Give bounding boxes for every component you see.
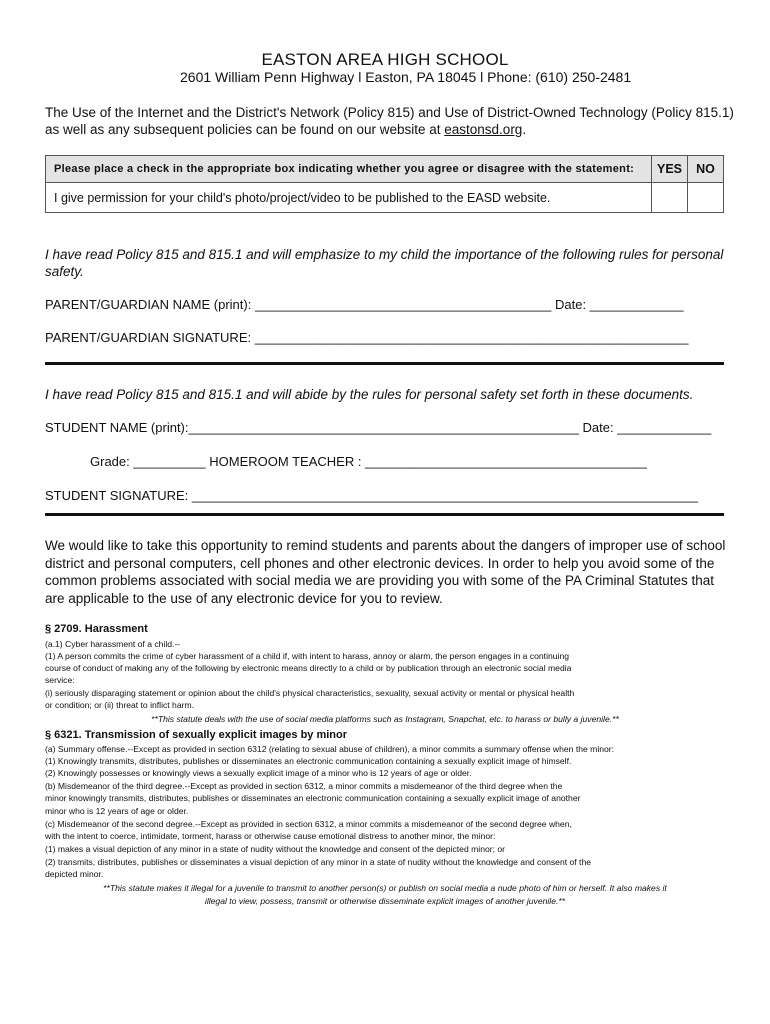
statute-line: (b) Misdemeanor of the third degree.--Except as provided in section 6312, a minor commits a misdemeanor of the third degree when the xyxy=(45,781,563,791)
grade-homeroom-field[interactable]: Grade: __________ HOMEROOM TEACHER : _______________________________________ xyxy=(90,454,648,469)
statute-6321-note: **This statute makes it illegal for a juvenile to transmit to another person(s) or publish on social media a nude photo of him or herself. It also makes it xyxy=(103,883,667,893)
section-divider xyxy=(45,513,724,516)
parent-statement: I have read Policy 815 and 815.1 and will emphasize to my child the importance of the following rules for personal safety. xyxy=(45,247,724,279)
statute-line: minor who is 12 years of age or older. xyxy=(45,806,189,816)
consent-instructions: Please place a check in the appropriate box indicating whether you agree or disagree with the statement: xyxy=(46,156,652,183)
yes-header: YES xyxy=(652,156,688,183)
website-link[interactable]: eastonsd.org xyxy=(444,122,523,137)
student-name-field[interactable]: STUDENT NAME (print):______________________________________________________ Date: _____________ xyxy=(45,420,712,435)
statute-6321-title: § 6321. Transmission of sexually explicit images by minor xyxy=(45,729,348,741)
statute-6321-note: illegal to view, possess, transmit or otherwise disseminate explicit images of another juvenile.** xyxy=(204,896,566,906)
student-statement: I have read Policy 815 and 815.1 and will abide by the rules for personal safety set forth in these documents. xyxy=(45,387,694,402)
policy-intro xyxy=(45,104,735,138)
statute-line: course of conduct of making any of the following by electronic means directly to a child or by publication through an electronic social media xyxy=(45,663,572,673)
school-address: 2601 William Penn Highway l Easton, PA 18045 l Phone: (610) 250-2481 xyxy=(180,69,632,85)
no-checkbox[interactable] xyxy=(688,183,724,213)
consent-table xyxy=(45,155,724,213)
statute-line: with the intent to coerce, intimidate, torment, harass or otherwise cause emotional distress to another minor, the minor: xyxy=(45,831,496,841)
statute-line: service: xyxy=(45,675,75,685)
statute-2709-title: § 2709. Harassment xyxy=(45,623,148,635)
intro-end: . xyxy=(522,122,527,137)
statute-line: (1) makes a visual depiction of any minor in a state of nudity without the knowledge and consent of the depicted minor; or xyxy=(45,844,506,854)
intro-text: The Use of the Internet and the District's Network (Policy 815) and Use of District-Owned Technology (Policy 815.1) as well as any subsequent policies can be found on our website at xyxy=(45,105,734,137)
statute-line: (i) seriously disparaging statement or opinion about the child's physical characteristics, sexuality, sexual activity or mental or physical health xyxy=(45,688,575,698)
statute-line: (1) Knowingly transmits, distributes, publishes or disseminates an electronic communication containing a sexually explicit image of himself. xyxy=(45,756,572,766)
no-header: NO xyxy=(688,156,724,183)
statute-line: depicted minor. xyxy=(45,869,104,879)
photo-permission-statement: I give permission for your child's photo/project/video to be published to the EASD website. xyxy=(46,183,652,213)
statute-2709-note: **This statute deals with the use of social media platforms such as Instagram, Snapchat, etc. to harass or bully a juvenile.** xyxy=(151,714,619,724)
parent-name-field[interactable]: PARENT/GUARDIAN NAME (print): _________________________________________ Date: _____________ xyxy=(45,297,684,312)
statute-line: (a.1) Cyber harassment of a child.-- xyxy=(45,639,181,649)
statute-line: (a) Summary offense.--Except as provided in section 6312 (relating to sexual abuse of children), a minor commits a summary offense when the minor: xyxy=(45,744,615,754)
statute-line: (2) Knowingly possesses or knowingly views a sexually explicit image of a minor who is 12 years of age or older. xyxy=(45,768,472,778)
statute-line: (c) Misdemeanor of the second degree.--Except as provided in section 6312, a minor commits a misdemeanor of the second degree when, xyxy=(45,819,572,829)
statute-line: or condition; or (ii) threat to inflict harm. xyxy=(45,700,195,710)
statute-line: minor knowingly transmits, distributes, publishes or disseminates an electronic communication containing a sexually explicit image of another xyxy=(45,793,581,803)
statute-line: (1) A person commits the crime of cyber harassment of a child if, with intent to harass, annoy or alarm, the person engages in a continuing xyxy=(45,651,570,661)
student-signature-field[interactable]: STUDENT SIGNATURE: ______________________________________________________________________ xyxy=(45,488,698,503)
yes-checkbox[interactable] xyxy=(652,183,688,213)
section-divider xyxy=(45,362,724,365)
statute-line: (2) transmits, distributes, publishes or disseminates a visual depiction of any minor in a state of nudity without the knowledge and consent of the xyxy=(45,857,591,867)
school-name: EASTON AREA HIGH SCHOOL xyxy=(261,50,509,69)
parent-signature-field[interactable]: PARENT/GUARDIAN SIGNATURE: ____________________________________________________________ xyxy=(45,330,689,345)
safety-reminder: We would like to take this opportunity to remind students and parents about the dangers of improper use of school district and personal computers, cell phones and other electronic devices. In order to help you avoid some of the common problems associated with social media we are providing you with some of the PA Criminal Statutes that are applicable to the use of any electronic device for you to review. xyxy=(45,538,726,606)
